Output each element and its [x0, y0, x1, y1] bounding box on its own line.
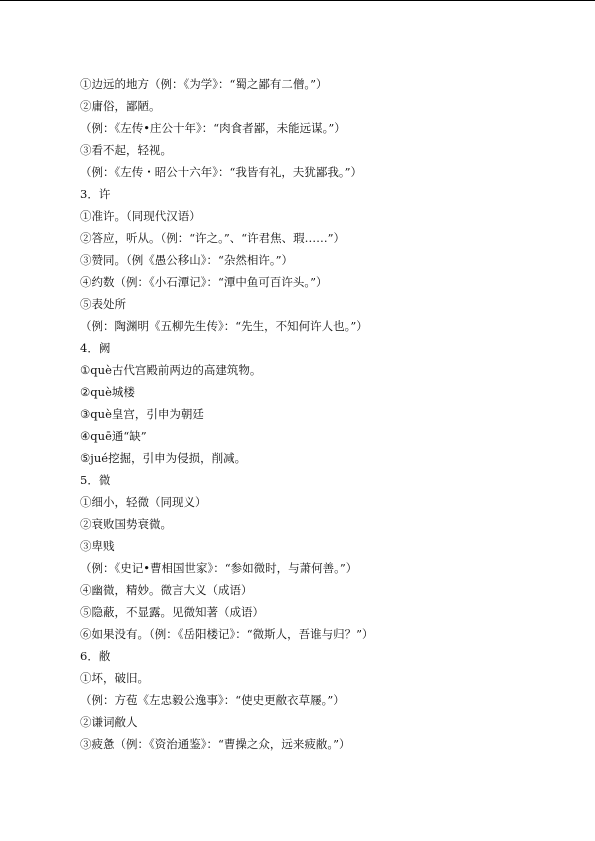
text-line: （例：《左传・昭公十六年》：“我皆有礼，夫犹鄙我。”）: [80, 165, 363, 179]
text-line: ②衰败国势衰微。: [80, 517, 172, 531]
text-line: ④约数（例：《小石潭记》：“潭中鱼可百许头。”）: [80, 275, 328, 289]
text-line: ⑤jué挖掘，引申为侵损，削减。: [80, 451, 247, 465]
text-line: （例：《左传•庄公十年》：“肉食者鄙，未能远谋。”）: [80, 121, 346, 135]
text-line: ⑤表处所: [80, 297, 126, 311]
text-line: ①边远的地方（例：《为学》：“蜀之鄙有二僧。”）: [80, 77, 328, 91]
text-line: ②答应，听从。（例：“许之。”、“许君焦、瑕……”）: [80, 231, 346, 245]
top-border-line: [0, 0, 595, 1]
section-heading: 3．许: [80, 187, 111, 201]
section-heading: 6．敝: [80, 649, 111, 663]
text-line: ②què城楼: [80, 385, 135, 399]
text-line: ②谦词敝人: [80, 715, 138, 729]
text-line: ③卑贱: [80, 539, 115, 553]
text-line: ④幽微，精妙。微言大义（成语）: [80, 583, 253, 597]
section-heading: 5．微: [80, 473, 111, 487]
text-line: ⑥如果没有。（例：《岳阳楼记》：“微斯人，吾谁与归？”）: [80, 627, 374, 641]
document-body: [80, 73, 560, 755]
text-line: ⑤隐蔽，不显露。见微知著（成语）: [80, 605, 264, 619]
text-line: ④quē通“缺”: [80, 429, 147, 443]
text-line: （例：方苞《左忠毅公逸事》：“使史更敝衣草屦。”）: [80, 693, 345, 707]
text-line: ①细小，轻微（同现义）: [80, 495, 207, 509]
section-heading: 4．阙: [80, 341, 111, 355]
text-line: ①坏，破旧。: [80, 671, 149, 685]
text-line: ③看不起，轻视。: [80, 143, 172, 157]
text-line: ①准许。（同现代汉语）: [80, 209, 201, 223]
text-line: ②庸俗，鄙陋。: [80, 99, 161, 113]
text-line: ③赞同。（例《愚公移山》：“杂然相许。”）: [80, 253, 294, 267]
text-line: ①què古代宫殿前两边的高建筑物。: [80, 363, 262, 377]
text-line: （例：《史记•曹相国世家》：“参如微时，与萧何善。”）: [80, 561, 358, 575]
text-line: （例：陶渊明《五柳先生传》：“先生，不知何许人也。”）: [80, 319, 368, 333]
text-line: ③què皇宫，引申为朝廷: [80, 407, 204, 421]
text-line: ③疲惫（例：《资治通鉴》：“曹操之众，远来疲敝。”）: [80, 737, 351, 751]
